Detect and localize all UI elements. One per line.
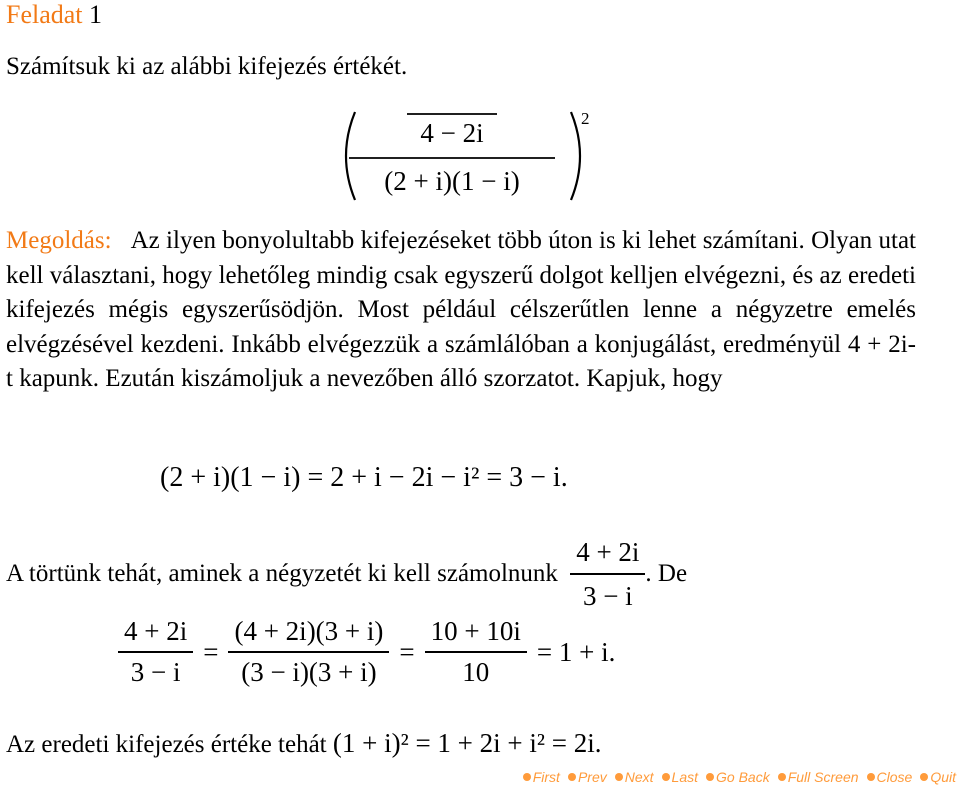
inline-fraction-den: 3 − i xyxy=(582,581,633,611)
equation-simplify xyxy=(118,616,615,688)
eq2-f3-den: 10 xyxy=(462,657,490,687)
eq2-f1-num: 4 + 2i xyxy=(118,616,193,653)
bullet-icon xyxy=(778,773,786,781)
eq2-f3-num: 10 + 10i xyxy=(425,616,527,653)
fraction-sentence-after: . De xyxy=(645,560,688,587)
title-number: 1 xyxy=(89,0,103,29)
expression-svg xyxy=(335,106,605,206)
nav-go-back[interactable]: Go Back xyxy=(706,769,770,785)
navigation-bar xyxy=(523,769,956,785)
slide-title xyxy=(6,0,102,30)
bullet-icon xyxy=(920,773,928,781)
bullet-icon xyxy=(662,773,670,781)
eq2-frac-3 xyxy=(425,616,527,688)
eq2-result: = 1 + i. xyxy=(536,636,616,667)
inline-fraction-num: 4 + 2i xyxy=(570,535,645,575)
nav-first[interactable]: First xyxy=(523,769,560,785)
nav-next[interactable]: Next xyxy=(615,769,654,785)
nav-full-screen[interactable]: Full Screen xyxy=(778,769,859,785)
inline-fraction xyxy=(570,535,645,613)
expr-numerator: 4 − 2i xyxy=(420,118,484,148)
problem-expression xyxy=(335,106,605,213)
bullet-icon xyxy=(867,773,875,781)
equation-product: (2 + i)(1 − i) = 2 + i − 2i − i² = 3 − i. xyxy=(160,462,568,493)
final-text: Az eredeti kifejezés értéke tehát xyxy=(6,731,327,758)
fraction-sentence-text: A törtünk tehát, aminek a négyzetét ki kell számolnunk xyxy=(6,560,558,587)
nav-close[interactable]: Close xyxy=(867,769,913,785)
eq2-equals-2: = xyxy=(399,636,415,667)
solution-text: Az ilyen bonyolultabb kifejezéseket több úton is ki lehet számítani. Olyan utat kell választani, hogy lehetőleg mindig csak egyszerű dolgot kelljen elvégezni, és az eredeti kifejezés mégis egyszerűsödjön. Most például célszerűtlen lenne a négyzetre emelés elvégzésével kezdeni. Inkább elvégezzük a számlálóban a konjugálást, eredményül 4 + 2i-t kapunk. Ezután kiszámoljuk a nevezőben álló szorzatot. Kapjuk, hogy xyxy=(6,227,917,392)
bullet-icon xyxy=(615,773,623,781)
bullet-icon xyxy=(706,773,714,781)
nav-last[interactable]: Last xyxy=(662,769,698,785)
nav-quit[interactable]: Quit xyxy=(920,769,956,785)
final-sentence xyxy=(6,726,601,762)
left-paren xyxy=(346,112,355,200)
final-math: (1 + i)² = 1 + 2i + i² = 2i. xyxy=(332,728,602,758)
eq2-frac-1 xyxy=(118,616,193,688)
eq2-f2-den: (3 − i)(3 + i) xyxy=(241,657,377,687)
eq2-frac-2 xyxy=(228,616,389,688)
problem-statement: Számítsuk ki az alábbi kifejezés értékét. xyxy=(6,53,408,80)
right-paren xyxy=(571,112,580,200)
expr-denominator: (2 + i)(1 − i) xyxy=(384,166,520,196)
eq2-f1-den: 3 − i xyxy=(130,657,181,687)
solution-paragraph xyxy=(6,224,916,397)
eq2-equals-1: = xyxy=(203,636,219,667)
fraction-sentence xyxy=(6,535,687,613)
bullet-icon xyxy=(568,773,576,781)
eq2-f2-num: (4 + 2i)(3 + i) xyxy=(228,616,389,653)
expr-exponent: 2 xyxy=(581,109,590,128)
title-word: Feladat xyxy=(6,0,83,29)
bullet-icon xyxy=(523,773,531,781)
nav-prev[interactable]: Prev xyxy=(568,769,607,785)
solution-label: Megoldás: xyxy=(6,227,112,254)
